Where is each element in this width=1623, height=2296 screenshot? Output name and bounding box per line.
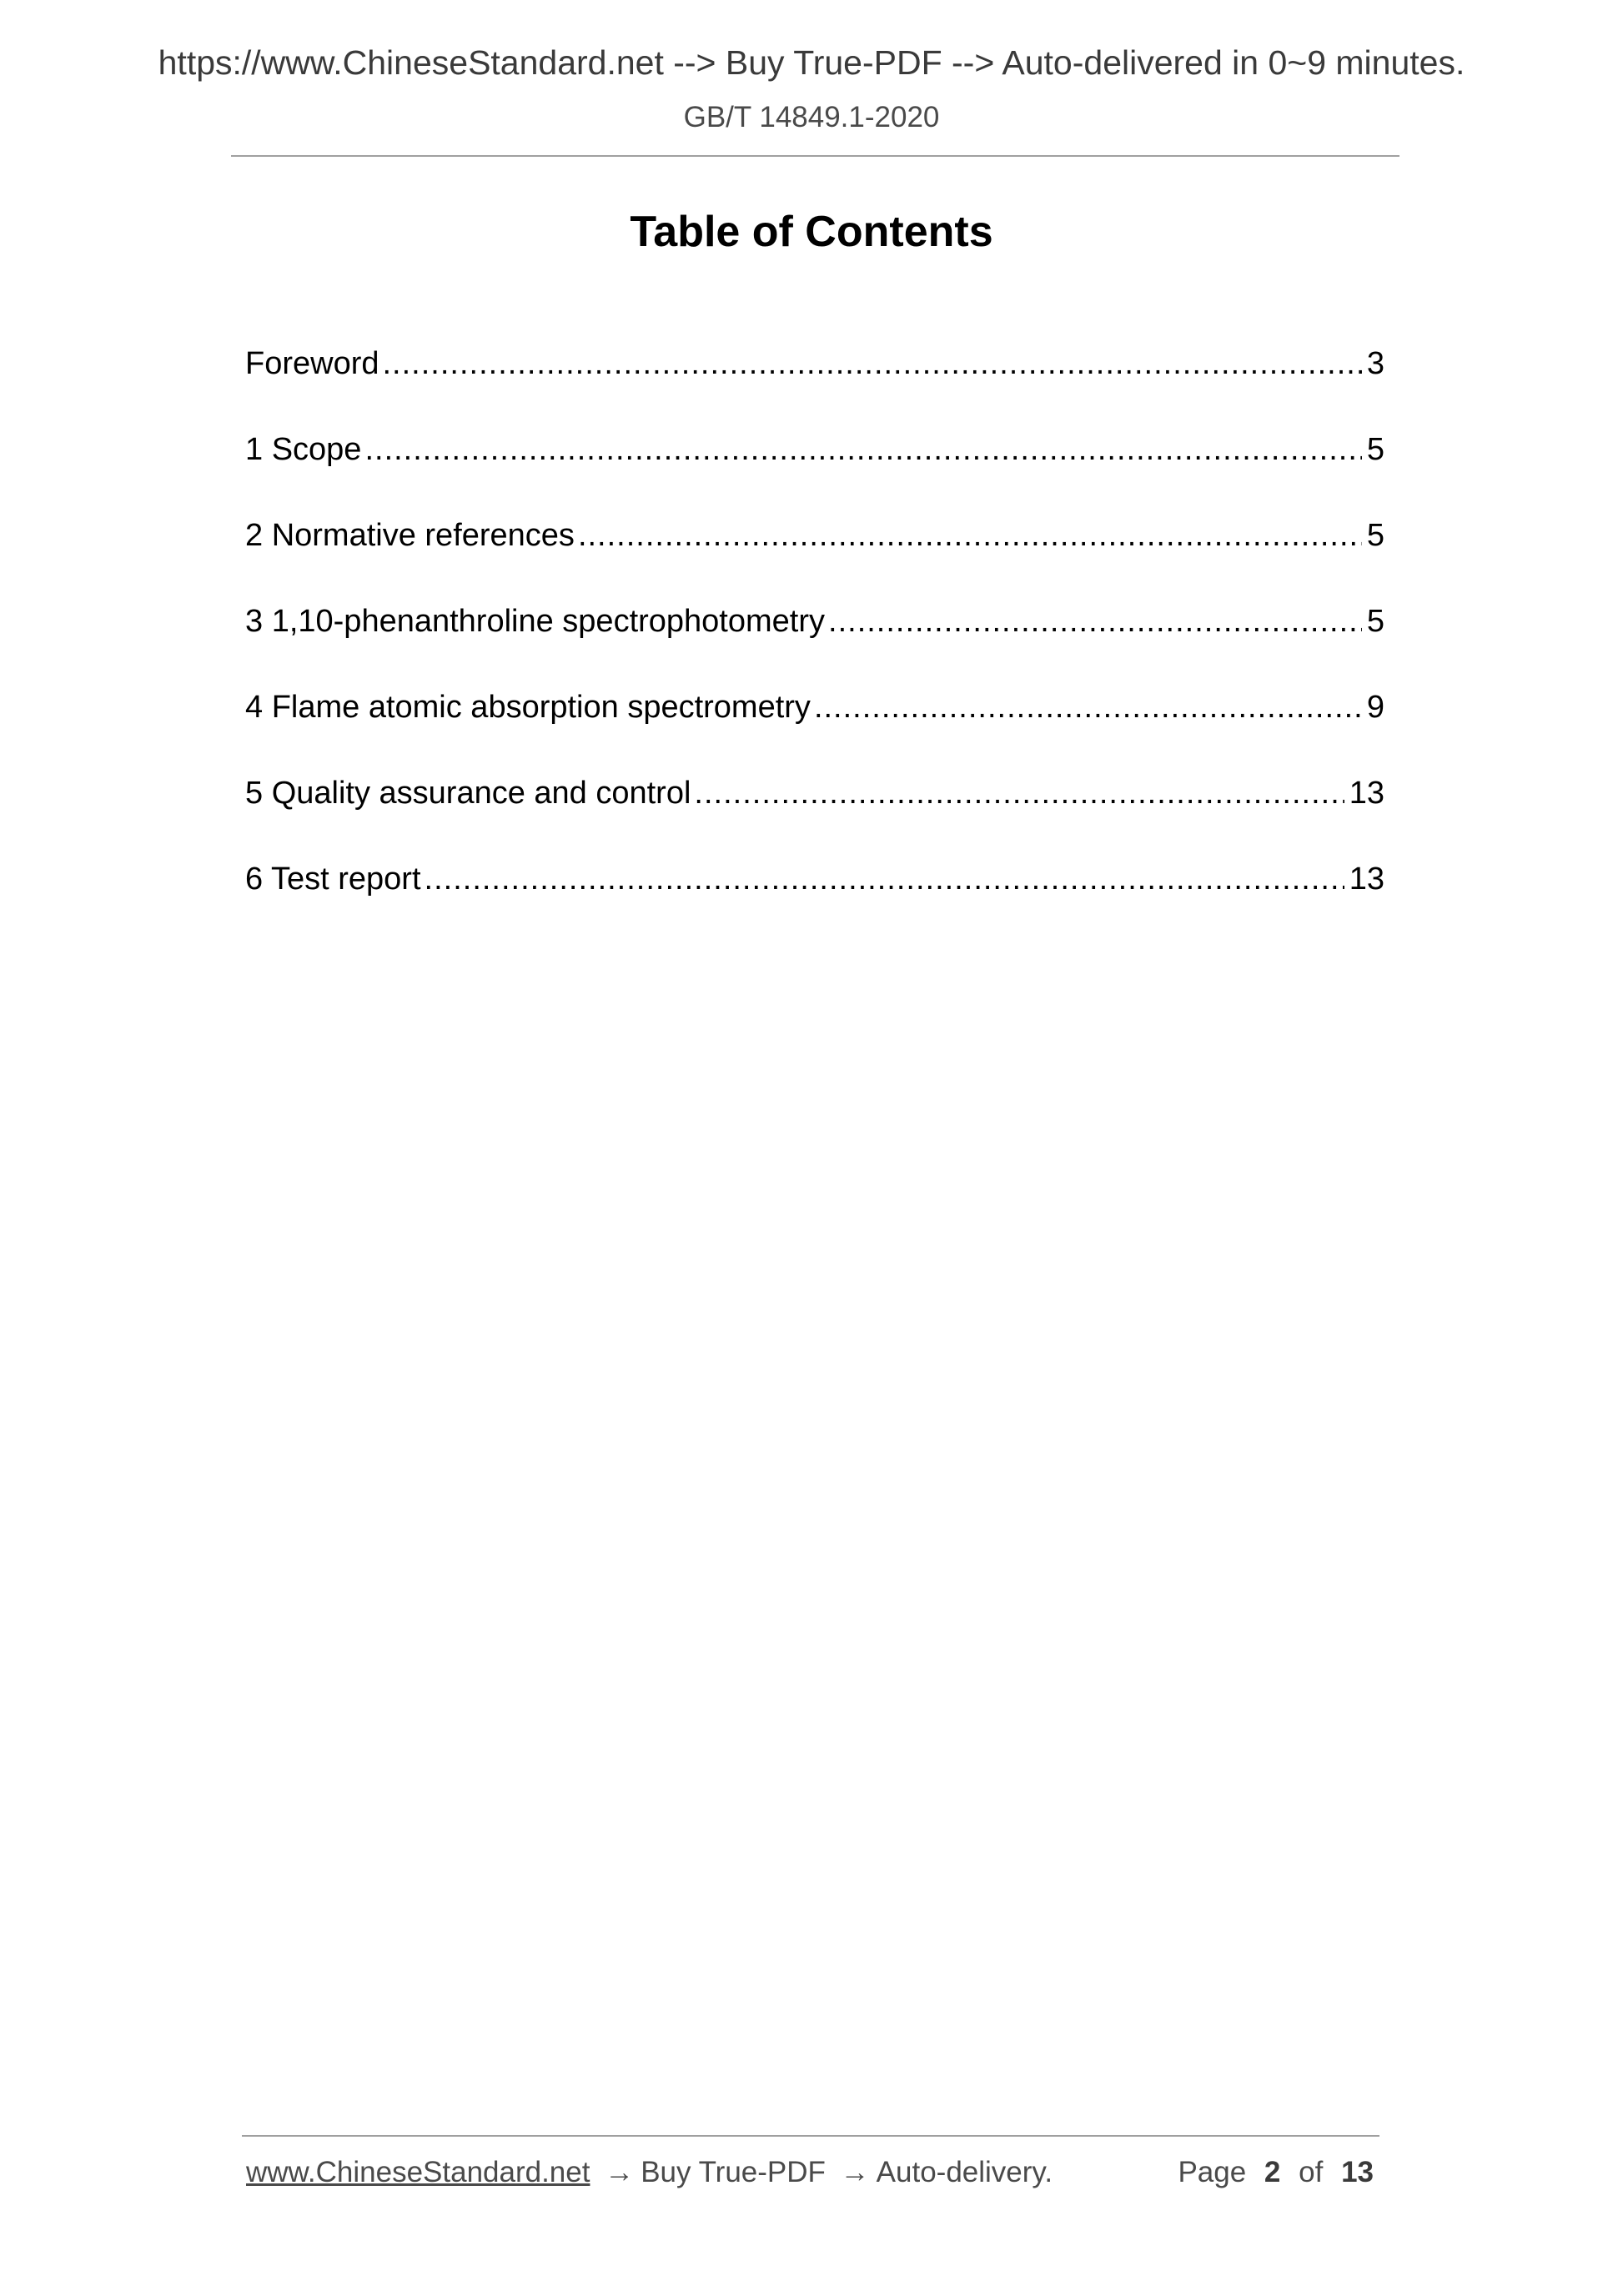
toc-entry-quality-assurance[interactable] [245, 771, 1384, 857]
current-page: 2 [1264, 2156, 1281, 2188]
arrow-right-icon: → [605, 2156, 635, 2188]
standard-code: GB/T 14849.1-2020 [683, 101, 940, 133]
total-pages: 13 [1341, 2156, 1374, 2188]
toc-entry-page: 9 [1366, 690, 1384, 725]
header-divider [231, 155, 1399, 157]
toc-entry-label: 5 Quality assurance and control [245, 776, 691, 811]
arrow-right-icon: → [840, 2156, 870, 2188]
toc-entry-foreword[interactable] [245, 342, 1384, 428]
table-of-contents [245, 342, 1384, 943]
footer-promo [246, 2156, 1053, 2189]
toc-entry-page: 5 [1366, 604, 1384, 639]
footer-divider [242, 2135, 1379, 2137]
dot-leader [828, 600, 1362, 643]
page-footer [246, 2156, 1374, 2198]
dot-leader [364, 428, 1361, 471]
toc-entry-normative-references[interactable] [245, 514, 1384, 600]
page-title: Table of Contents [630, 208, 993, 256]
toc-entry-page: 3 [1366, 346, 1384, 381]
dot-leader [694, 771, 1344, 815]
toc-entry-label: Foreword [245, 346, 379, 381]
delivery-text: Auto-delivery. [876, 2156, 1053, 2188]
toc-entry-label: 4 Flame atomic absorption spectrometry [245, 690, 811, 725]
toc-entry-page: 5 [1366, 518, 1384, 553]
dot-leader [425, 857, 1344, 901]
toc-entry-test-report[interactable] [245, 857, 1384, 943]
toc-entry-page: 13 [1349, 776, 1384, 811]
toc-entry-page: 5 [1366, 432, 1384, 467]
toc-entry-label: 6 Test report [245, 862, 421, 897]
of-label: of [1299, 2156, 1324, 2188]
toc-entry-label: 2 Normative references [245, 518, 575, 553]
toc-entry-label: 3 1,10-phenanthroline spectrophotometry [245, 604, 826, 639]
toc-entry-label: 1 Scope [245, 432, 362, 467]
dot-leader [814, 686, 1362, 729]
toc-entry-phenanthroline-spectrophotometry[interactable] [245, 600, 1384, 686]
toc-entry-flame-atomic-absorption[interactable] [245, 686, 1384, 771]
page-label: Page [1178, 2156, 1247, 2188]
source-banner: https://www.ChineseStandard.net --> Buy True-PDF --> Auto-delivered in 0~9 minutes. [158, 43, 1465, 82]
dot-leader [383, 342, 1362, 385]
buy-text: Buy True-PDF [641, 2156, 826, 2188]
dot-leader [578, 514, 1362, 557]
toc-entry-scope[interactable] [245, 428, 1384, 514]
toc-entry-page: 13 [1349, 862, 1384, 897]
page-number [1178, 2156, 1374, 2189]
site-link[interactable]: www.ChineseStandard.net [246, 2156, 590, 2188]
